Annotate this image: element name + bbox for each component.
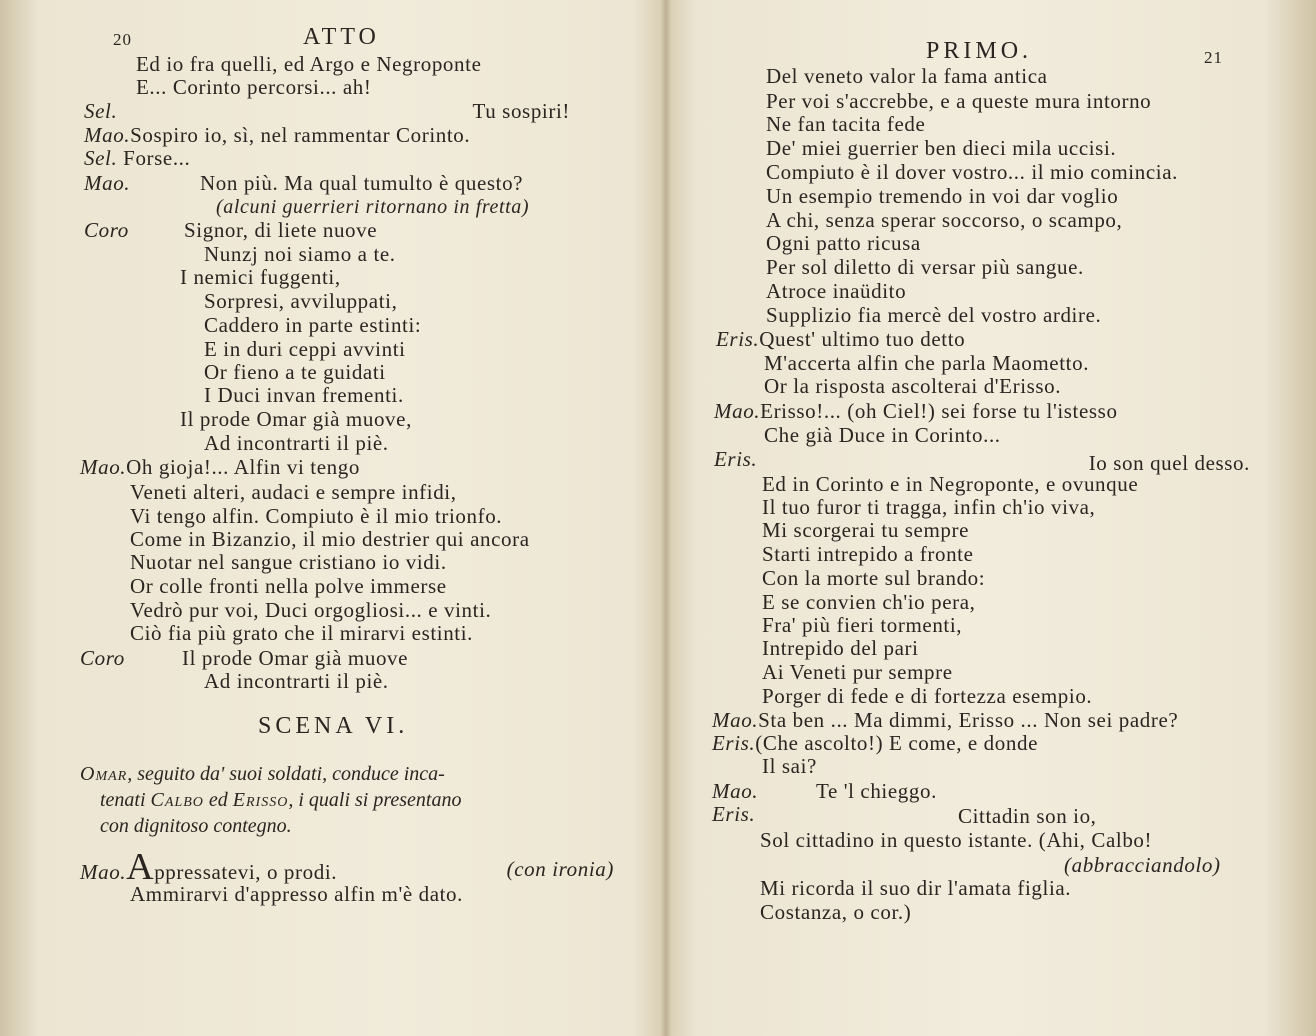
verse-line <box>84 146 190 170</box>
verse-text: Sta ben ... Ma dimmi, Erisso ... Non sei padre? <box>758 708 1179 732</box>
stage-direction-text: , seguito da' suoi soldati, conduce inca- <box>127 763 445 785</box>
verse-text: Quest' ultimo tuo detto <box>759 327 966 351</box>
verse-line: Il prode Omar già muove, <box>180 407 412 431</box>
speaker-label: Mao. <box>712 779 759 803</box>
verse-line: E... Corinto percorsi... ah! <box>136 75 372 99</box>
verse-line: Vi tengo alfin. Compiuto è il mio trionfo. <box>130 504 503 528</box>
verse-text: Oh gioja!... Alfin vi tengo <box>126 455 360 479</box>
speaker-label: Coro <box>80 646 125 670</box>
verse-text: ppressatevi, o prodi. <box>154 860 338 884</box>
verse-line: Come in Bizanzio, il mio destrier qui ancora <box>130 527 530 551</box>
verse-line: Che già Duce in Corinto... <box>764 423 1001 447</box>
stage-direction-block <box>80 761 605 839</box>
verse-line: Ciò fia più grato che il mirarvi estinti. <box>130 621 474 645</box>
verse-line <box>714 399 1118 423</box>
speaker-label: Eris. <box>712 731 756 755</box>
verse-line <box>84 123 470 147</box>
character-name: Erisso <box>232 789 289 811</box>
speaker-label: Sel. <box>84 146 118 170</box>
verse-text: Il prode Omar già muove <box>182 646 409 670</box>
speaker-label: Mao. <box>712 708 759 732</box>
verse-text: Sospiro io, sì, nel rammentar Corinto. <box>130 123 471 147</box>
stage-direction-text: tenati <box>100 789 151 811</box>
verse-line: Mi ricorda il suo dir l'amata figlia. <box>760 876 1072 900</box>
verse-line: Ne fan tacita fede <box>766 112 926 136</box>
speaker-label: Mao. <box>84 171 131 195</box>
verse-line <box>80 646 125 670</box>
verse-line <box>714 447 1250 475</box>
verse-line: Per sol diletto di versar più sangue. <box>766 255 1084 279</box>
verse-line: E in duri ceppi avvinti <box>204 337 406 361</box>
speaker-label: Eris. <box>716 327 760 351</box>
verse-line: Ogni patto ricusa <box>766 231 921 255</box>
verse-line <box>716 327 965 351</box>
verse-line: Veneti alteri, audaci e sempre infidi, <box>130 480 457 504</box>
verse-line: Mi scorgerai tu sempre <box>762 518 970 542</box>
verse-text: Io son quel desso. <box>1088 451 1250 475</box>
speaker-label: Eris. <box>714 447 758 471</box>
character-name: Calbo <box>150 789 204 811</box>
stage-direction: (con ironia) <box>506 857 614 881</box>
verse-line: Caddero in parte estinti: <box>204 313 422 337</box>
verse-line: Il sai? <box>762 754 817 778</box>
verse-line: Or fieno a te guidati <box>204 360 386 384</box>
verse-line: Del veneto valor la fama antica <box>766 64 1048 88</box>
verse-line: Compiuto è il dover vostro... il mio comincia. <box>766 160 1178 184</box>
verse-line: M'accerta alfin che parla Maometto. <box>764 351 1090 375</box>
verse-text: Cittadin son io, <box>958 804 1097 828</box>
verse-line <box>80 846 614 888</box>
verse-line: Il tuo furor ti tragga, infin ch'io viva, <box>762 495 1096 519</box>
verse-text: Tu sospiri! <box>472 99 570 123</box>
verse-line <box>712 802 755 826</box>
verse-line: Nunzj noi siamo a te. <box>204 242 396 266</box>
character-name: Omar <box>80 763 128 785</box>
verse-line <box>712 779 758 803</box>
stage-direction-text: , i quali si presentano <box>288 789 462 811</box>
verse-line: De' miei guerrier ben dieci mila uccisi. <box>766 136 1117 160</box>
scene-title: SCENA VI. <box>258 713 409 739</box>
verse-line <box>84 218 129 242</box>
verse-line: Starti intrepido a fronte <box>762 542 974 566</box>
verse-line <box>712 708 1178 732</box>
page-header: PRIMO. <box>926 38 1033 64</box>
verse-line: Un esempio tremendo in voi dar voglio <box>766 184 1119 208</box>
verse-line: Or colle fronti nella polve immerse <box>130 574 447 598</box>
verse-line: E se convien ch'io pera, <box>762 590 976 614</box>
verse-line: Nuotar nel sangue cristiano io vidi. <box>130 550 447 574</box>
page-number: 20 <box>113 30 132 49</box>
speaker-label: Sel. <box>84 99 118 123</box>
verse-line: Porger di fede e di fortezza esempio. <box>762 684 1093 708</box>
speaker-label: Mao. <box>84 123 131 147</box>
verse-line: Vedrò pur voi, Duci orgogliosi... e vinti. <box>130 598 492 622</box>
page-header: ATTO <box>303 24 380 50</box>
verse-line: Ed in Corinto e in Negroponte, e ovunque <box>762 472 1139 496</box>
speaker-label: Mao. <box>80 455 127 479</box>
verse-line: I nemici fuggenti, <box>180 265 341 289</box>
verse-line: Or la risposta ascolterai d'Erisso. <box>764 374 1062 398</box>
verse-line: Ed io fra quelli, ed Argo e Negroponte <box>136 52 482 76</box>
speaker-label: Coro <box>84 218 129 242</box>
verse-line: Intrepido del pari <box>762 636 919 660</box>
drop-cap: A <box>126 846 155 888</box>
verse-text: Erisso!... (oh Ciel!) sei forse tu l'istesso <box>760 399 1118 423</box>
verse-line <box>80 455 360 479</box>
verse-line: Sorpresi, avviluppati, <box>204 289 398 313</box>
verse-line: Fra' più fieri tormenti, <box>762 613 963 637</box>
stage-direction: (abbracciandolo) <box>1064 853 1221 877</box>
verse-text: Te 'l chieggo. <box>816 779 937 803</box>
stage-direction-text: ed <box>203 789 233 811</box>
verse-line: Ai Veneti pur sempre <box>762 660 953 684</box>
verse-text: (Che ascolto!) E come, e donde <box>755 731 1039 755</box>
verse-line: Sol cittadino in questo istante. (Ahi, Calbo! <box>760 828 1153 852</box>
page-number: 21 <box>1204 48 1223 67</box>
speaker-label: Eris. <box>712 802 756 826</box>
stage-direction: (alcuni guerrieri ritornano in fretta) <box>216 196 530 218</box>
speaker-label: Mao. <box>714 399 761 423</box>
verse-line: A chi, senza sperar soccorso, o scampo, <box>766 208 1123 232</box>
speaker-label: Mao. <box>80 860 127 884</box>
verse-line: Supplizio fia mercè del vostro ardire. <box>766 303 1102 327</box>
verse-line: Ad incontrarti il piè. <box>204 431 389 455</box>
verse-line: Atroce inaüdito <box>766 279 907 303</box>
verse-line: I Duci invan frementi. <box>204 383 404 407</box>
verse-line <box>712 731 1038 755</box>
verse-line <box>84 171 130 195</box>
verse-text: Non più. Ma qual tumulto è questo? <box>200 171 524 195</box>
right-page <box>668 0 1316 1036</box>
verse-line: Ad incontrarti il piè. <box>204 669 389 693</box>
stage-direction-text: con dignitoso contegno. <box>100 815 292 837</box>
verse-text: Forse... <box>123 146 191 170</box>
verse-line <box>84 99 570 123</box>
verse-line: Ammirarvi d'appresso alfin m'è dato. <box>130 882 464 906</box>
verse-line: Costanza, o cor.) <box>760 900 912 924</box>
verse-line: Con la morte sul brando: <box>762 566 986 590</box>
verse-text: Signor, di liete nuove <box>184 218 378 242</box>
verse-line: Per voi s'accrebbe, e a queste mura intorno <box>766 89 1152 113</box>
